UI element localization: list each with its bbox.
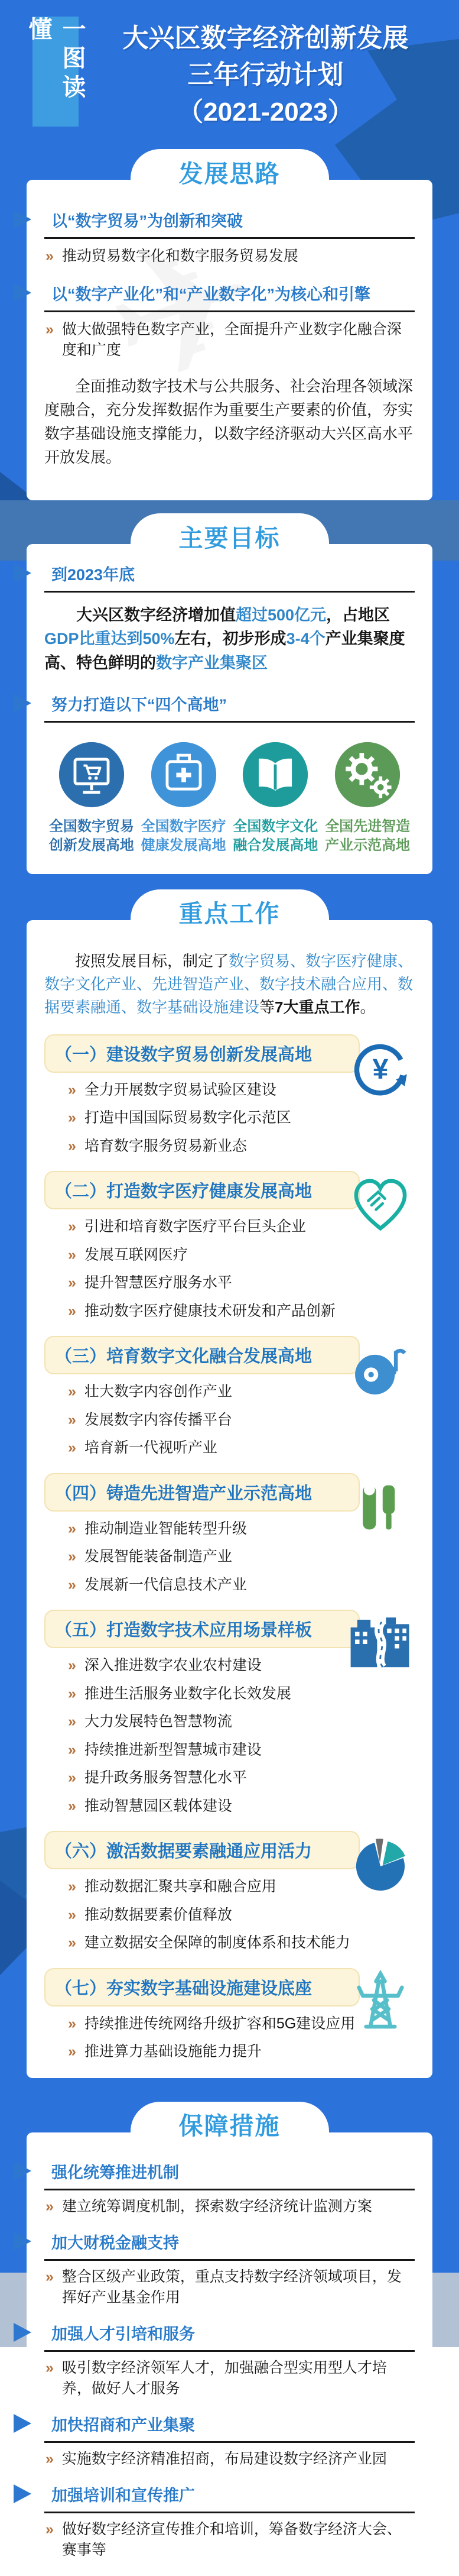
work-points xyxy=(67,1876,362,1954)
highland-label xyxy=(230,817,322,855)
triangle-bullet-icon xyxy=(14,2484,31,2503)
item-title: 铸造先进智造产业示范高地 xyxy=(106,1484,312,1503)
bullet-item xyxy=(67,1381,362,1403)
work-item-title-pill xyxy=(44,1034,360,1073)
triangle-bullet-icon xyxy=(14,2161,31,2180)
item-number: （三） xyxy=(55,1347,107,1367)
safeguard-group xyxy=(44,2229,415,2308)
work-points xyxy=(67,1080,362,1157)
text-run: 7大重点工作 xyxy=(275,998,360,1016)
section-title: 发展思路 xyxy=(178,160,281,187)
bullet-text: 推进生活服务业数字化长效发展 xyxy=(84,1685,291,1702)
triangle-bullet-icon xyxy=(14,283,31,302)
text-run: GDP比重达到50% xyxy=(44,630,175,648)
development-card xyxy=(27,180,432,500)
bullet-text: 实施数字经济精准招商，布局建设数字经济产业园 xyxy=(61,2450,387,2467)
bullet-text: 推动数字医疗健康技术研发和产品创新 xyxy=(84,1302,336,1319)
safeguard-group xyxy=(44,2158,415,2217)
text-run: 按照发展目标，制定了 xyxy=(75,952,229,970)
chevron-icon: » xyxy=(68,1246,76,1263)
bullet-text: 培育数字服务贸易新业态 xyxy=(84,1137,247,1154)
highland-label xyxy=(45,817,138,855)
safeguards-card xyxy=(27,2132,432,2576)
chevron-icon: » xyxy=(45,248,54,264)
bullet-text: 建立数据安全保障的制度体系和技术能力 xyxy=(84,1934,350,1952)
highland-label-line: 全国数字医疗 xyxy=(141,818,226,835)
triangle-bullet-icon xyxy=(14,210,31,229)
chevron-icon: » xyxy=(68,1274,76,1292)
highland-label-line: 全国数字文化 xyxy=(233,818,318,835)
bullet-text: 推动数据要素价值释放 xyxy=(84,1906,232,1923)
item-number: （一） xyxy=(55,1045,107,1064)
goals-deadline-block xyxy=(44,561,415,593)
chevron-icon: » xyxy=(45,2359,54,2376)
chevron-icon: » xyxy=(68,1906,76,1923)
four-highlands-row xyxy=(44,740,415,858)
chevron-icon: » xyxy=(45,321,54,338)
item-number: （六） xyxy=(55,1842,107,1862)
chevron-icon: » xyxy=(68,1302,76,1319)
svg-text:¥: ¥ xyxy=(372,1053,389,1085)
text-run: 。 xyxy=(360,998,376,1016)
section-development xyxy=(0,149,459,500)
bullet-text: 做好数字经济宣传推介和培训，筹备数字经济大会、赛事等 xyxy=(61,2520,402,2558)
block-heading: 努力打造以下“四个高地” xyxy=(51,696,227,714)
item-title: 打造数字医疗健康发展高地 xyxy=(106,1182,312,1202)
chevron-icon: » xyxy=(68,1411,76,1428)
section-tab-key-work xyxy=(131,889,329,927)
bullet-text: 发展新一代信息技术产业 xyxy=(84,1576,247,1593)
highland-label-line: 全国数字贸易 xyxy=(48,818,134,835)
triangle-bullet-icon xyxy=(14,2232,31,2251)
block-heading-row xyxy=(44,207,415,239)
bullet-item xyxy=(67,1711,362,1733)
highland-label-line: 健康发展高地 xyxy=(141,837,226,853)
block-heading: 加快招商和产业集聚 xyxy=(51,2416,195,2434)
item-number: （二） xyxy=(55,1182,107,1202)
block-heading: 强化统筹推进机制 xyxy=(51,2163,179,2182)
badge-text: 一图读懂 xyxy=(25,17,85,103)
bullet-item xyxy=(67,1546,362,1568)
bullet-item xyxy=(67,1080,362,1101)
bullet-item xyxy=(67,1216,362,1238)
monitor-cart-icon xyxy=(45,740,138,809)
bullet-text: 提升政务服务智慧化水平 xyxy=(84,1769,247,1787)
bullet-item xyxy=(67,1136,362,1157)
bullet-item xyxy=(44,2267,415,2308)
development-block xyxy=(44,280,415,361)
block-heading: 加强人才引培和服务 xyxy=(51,2325,195,2343)
safeguard-group xyxy=(44,2481,415,2561)
key-work-intro xyxy=(44,950,415,1019)
medkit-icon xyxy=(138,740,230,809)
triangle-bullet-icon xyxy=(14,2414,31,2433)
bullet-text: 推动智慧园区载体建设 xyxy=(84,1797,232,1814)
bullet-item xyxy=(67,1876,362,1898)
bullet-item xyxy=(67,2014,362,2035)
bullet-item xyxy=(67,1933,362,1954)
bullet-item xyxy=(67,1245,362,1266)
goals-paragraph xyxy=(44,603,415,675)
section-goals xyxy=(0,500,459,874)
section-key-work xyxy=(0,889,459,2078)
block-heading-row xyxy=(44,2229,415,2261)
text-run: 数字产业集聚区 xyxy=(156,653,268,672)
title-line-1: 大兴区数字经济创新发展 xyxy=(122,24,409,53)
bullet-item xyxy=(67,1796,362,1817)
development-paragraph: 全面推动数字技术与公共服务、社会治理各领域深度融合，充分发挥数据作为重要生产要素的价值，夯实数字基础设施支撑能力，以数字经济驱动大兴区高水平开放发展。 xyxy=(44,377,414,467)
work-item-6 xyxy=(44,1831,415,1954)
bullet-text: 深入推进数字农业农村建设 xyxy=(84,1657,262,1674)
bullet-text: 引进和培育数字医疗平台巨头企业 xyxy=(84,1218,306,1235)
bullet-text: 提升智慧医疗服务水平 xyxy=(84,1274,232,1292)
text-run: 左右，初步形成 xyxy=(174,630,287,648)
text-run: 产业集聚度高、特色鲜明的 xyxy=(44,630,405,672)
work-item-2 xyxy=(44,1171,415,1322)
block-points xyxy=(44,2358,415,2399)
bullet-item xyxy=(44,2196,415,2217)
block-points xyxy=(44,2267,415,2308)
bullet-text: 推动制造业智能转型升级 xyxy=(84,1520,247,1537)
item-title: 打造数字技术应用场景样板 xyxy=(106,1621,312,1640)
chevron-icon: » xyxy=(45,2450,54,2467)
title-line-3: （2021-2023） xyxy=(177,97,354,127)
highland-label-line: 产业示范高地 xyxy=(325,837,411,853)
bullet-item xyxy=(67,1438,362,1459)
bullet-text: 打造中国国际贸易数字化示范区 xyxy=(84,1109,291,1127)
block-heading: 以“数字贸易”为创新和突破 xyxy=(51,212,243,230)
block-points xyxy=(44,2519,415,2561)
highland-label-line: 创新发展高地 xyxy=(48,837,134,853)
block-heading-row xyxy=(44,561,415,593)
block-heading: 以“数字产业化”和“产业数字化”为核心和引擎 xyxy=(51,285,370,303)
bullet-text: 整合区级产业政策，重点支持数字经济领域项目，发挥好产业基金作用 xyxy=(61,2268,402,2306)
item-title: 夯实数字基础设施建设底座 xyxy=(106,1979,312,1998)
text-run: 3-4个 xyxy=(286,630,325,648)
bullet-item xyxy=(67,1575,362,1596)
bullet-item xyxy=(67,1740,362,1761)
work-points xyxy=(67,1216,362,1322)
bullet-item xyxy=(44,319,415,361)
highland-health xyxy=(138,740,230,855)
chevron-icon: » xyxy=(68,1797,76,1814)
page-title xyxy=(87,20,444,131)
block-heading: 加强培训和宣传推广 xyxy=(51,2486,195,2504)
bullet-text: 全力开展数字贸易试验区建设 xyxy=(84,1081,276,1098)
work-points xyxy=(67,1381,362,1459)
text-run: 数字贸易、数字医疗健康、数字文化产业、先进智造产业、数字技术融合应用、数据要素融通、数字基础设施建设 xyxy=(44,952,414,1016)
read-in-one-image-badge xyxy=(25,17,85,127)
chevron-icon: » xyxy=(45,2520,54,2538)
highland-label xyxy=(321,817,414,855)
item-number: （五） xyxy=(55,1621,107,1640)
tools-icon xyxy=(347,1474,414,1541)
bullet-item xyxy=(67,1768,362,1789)
bullet-text: 培育新一代视听产业 xyxy=(84,1439,217,1457)
music-disc-icon xyxy=(347,1337,414,1403)
bullet-item xyxy=(67,1519,362,1540)
bullet-text: 吸引数字经济领军人才，加强融合型实用型人才培养，做好人才服务 xyxy=(61,2359,387,2397)
bullet-item xyxy=(67,1301,362,1322)
bullet-item xyxy=(44,246,415,267)
bullet-item xyxy=(67,1273,362,1294)
work-item-1 xyxy=(44,1034,415,1157)
work-item-4 xyxy=(44,1473,415,1596)
highland-label-line: 全国先进智造 xyxy=(325,818,411,835)
goals-card xyxy=(27,544,432,874)
text-run: 大兴区数字经济增加值 xyxy=(76,606,236,624)
chevron-icon: » xyxy=(68,1769,76,1787)
heart-handshake-icon xyxy=(347,1172,414,1238)
bullet-text: 建立统筹调度机制，探索数字经济统计监测方案 xyxy=(61,2198,372,2215)
work-points xyxy=(67,1519,362,1596)
item-title: 培育数字文化融合发展高地 xyxy=(106,1347,312,1367)
chevron-icon: » xyxy=(68,1685,76,1702)
block-heading-row xyxy=(44,2158,415,2190)
text-run: 超过500亿元 xyxy=(236,606,327,624)
triangle-bullet-icon xyxy=(14,2323,31,2342)
text-run: 等 xyxy=(259,998,275,1016)
block-heading-row xyxy=(44,2411,415,2443)
chevron-icon: » xyxy=(68,1548,76,1565)
chevron-icon: » xyxy=(68,1218,76,1235)
bullet-text: 持续推进新型智慧城市建设 xyxy=(84,1741,262,1758)
block-heading-row xyxy=(44,2320,415,2352)
chevron-icon: » xyxy=(68,1383,76,1400)
block-points xyxy=(44,319,415,361)
title-line-2: 三年行动计划 xyxy=(187,60,344,90)
section-title: 重点工作 xyxy=(178,900,281,928)
header xyxy=(0,0,459,149)
bullet-text: 发展互联网医疗 xyxy=(84,1246,188,1263)
development-block xyxy=(44,207,415,267)
chevron-icon: » xyxy=(68,1657,76,1674)
bullet-item xyxy=(67,1905,362,1926)
bullet-item xyxy=(44,2519,415,2561)
bullet-item xyxy=(67,1410,362,1431)
text-run: ，占地区 xyxy=(326,606,390,624)
work-item-3 xyxy=(44,1336,415,1459)
highland-trade xyxy=(45,740,138,855)
work-points xyxy=(67,2014,362,2063)
chevron-icon: » xyxy=(68,1934,76,1952)
chevron-icon: » xyxy=(68,1576,76,1593)
chevron-icon: » xyxy=(68,1081,76,1098)
block-heading-row xyxy=(44,280,415,312)
bullet-text: 推进算力基础设施能力提升 xyxy=(84,2043,262,2060)
chevron-icon: » xyxy=(45,2198,54,2215)
chevron-icon: » xyxy=(68,1439,76,1457)
block-heading-row xyxy=(44,2481,415,2513)
chevron-icon: » xyxy=(68,2015,76,2032)
triangle-bullet-icon xyxy=(14,694,31,713)
section-tab-development xyxy=(131,149,329,187)
bullet-text: 大力发展特色智慧物流 xyxy=(84,1713,232,1730)
highland-label xyxy=(138,817,230,855)
section-title: 保障措施 xyxy=(178,2112,281,2140)
item-number: （七） xyxy=(55,1979,107,1998)
chevron-icon: » xyxy=(68,1109,76,1127)
highland-culture xyxy=(230,740,322,855)
key-work-card xyxy=(27,920,432,2078)
block-points xyxy=(44,2196,415,2217)
yuan-cycle-icon xyxy=(347,1035,414,1102)
work-item-title-pill xyxy=(44,1610,360,1648)
gears-icon xyxy=(321,740,414,809)
section-tab-safeguards xyxy=(131,2102,329,2140)
work-item-title-pill xyxy=(44,1831,360,1869)
block-heading: 加大财税金融支持 xyxy=(51,2234,179,2252)
item-number: （四） xyxy=(55,1484,107,1503)
work-item-7 xyxy=(44,1968,415,2063)
section-tab-goals xyxy=(131,513,329,551)
city-road-icon xyxy=(347,1611,414,1677)
bullet-text: 推动数据汇聚共享和融合应用 xyxy=(84,1878,276,1895)
section-title: 主要目标 xyxy=(178,524,281,552)
chevron-icon: » xyxy=(68,1741,76,1758)
safeguard-group xyxy=(44,2320,415,2399)
chevron-icon: » xyxy=(68,1713,76,1730)
chevron-icon: » xyxy=(45,2268,54,2285)
chevron-icon: » xyxy=(68,2043,76,2060)
safeguard-group xyxy=(44,2411,415,2470)
bullet-text: 发展数字内容传播平台 xyxy=(84,1411,232,1428)
bullet-text: 持续推进传统网络升级扩容和5G建设应用 xyxy=(84,2015,356,2032)
bullet-item xyxy=(67,1684,362,1705)
highland-manufacturing xyxy=(321,740,414,855)
block-heading-row xyxy=(44,691,415,723)
highland-label-line: 融合发展高地 xyxy=(233,837,318,853)
bullet-item xyxy=(67,2041,362,2063)
bullet-text: 做大做强特色数字产业，全面提升产业数字化融合深度和广度 xyxy=(61,321,402,358)
chevron-icon: » xyxy=(68,1137,76,1154)
item-title: 激活数据要素融通应用活力 xyxy=(106,1842,312,1862)
bullet-item xyxy=(67,1655,362,1677)
bullet-text: 推动贸易数字化和数字服务贸易发展 xyxy=(61,248,298,264)
triangle-bullet-icon xyxy=(14,564,31,582)
chevron-icon: » xyxy=(68,1520,76,1537)
chevron-icon: » xyxy=(68,1878,76,1895)
work-item-title-pill xyxy=(44,1336,360,1374)
bullet-item xyxy=(67,1108,362,1129)
bullet-item xyxy=(44,2449,415,2470)
open-book-icon xyxy=(230,740,322,809)
work-item-title-pill xyxy=(44,1171,360,1209)
work-item-title-pill xyxy=(44,1473,360,1512)
bullet-text: 壮大数字内容创作产业 xyxy=(84,1383,232,1400)
work-item-5 xyxy=(44,1610,415,1817)
work-points xyxy=(67,1655,362,1817)
block-points xyxy=(44,2449,415,2470)
goals-four-block xyxy=(44,691,415,723)
power-tower-icon xyxy=(347,1969,414,2035)
section-safeguards xyxy=(0,2102,459,2576)
pie-chart-icon xyxy=(347,1832,414,1898)
work-item-title-pill xyxy=(44,1968,360,2007)
bullet-text: 发展智能装备制造产业 xyxy=(84,1548,232,1565)
bullet-item xyxy=(44,2358,415,2399)
item-title: 建设数字贸易创新发展高地 xyxy=(106,1045,312,1064)
block-points xyxy=(44,246,415,267)
block-heading: 到2023年底 xyxy=(51,565,135,584)
